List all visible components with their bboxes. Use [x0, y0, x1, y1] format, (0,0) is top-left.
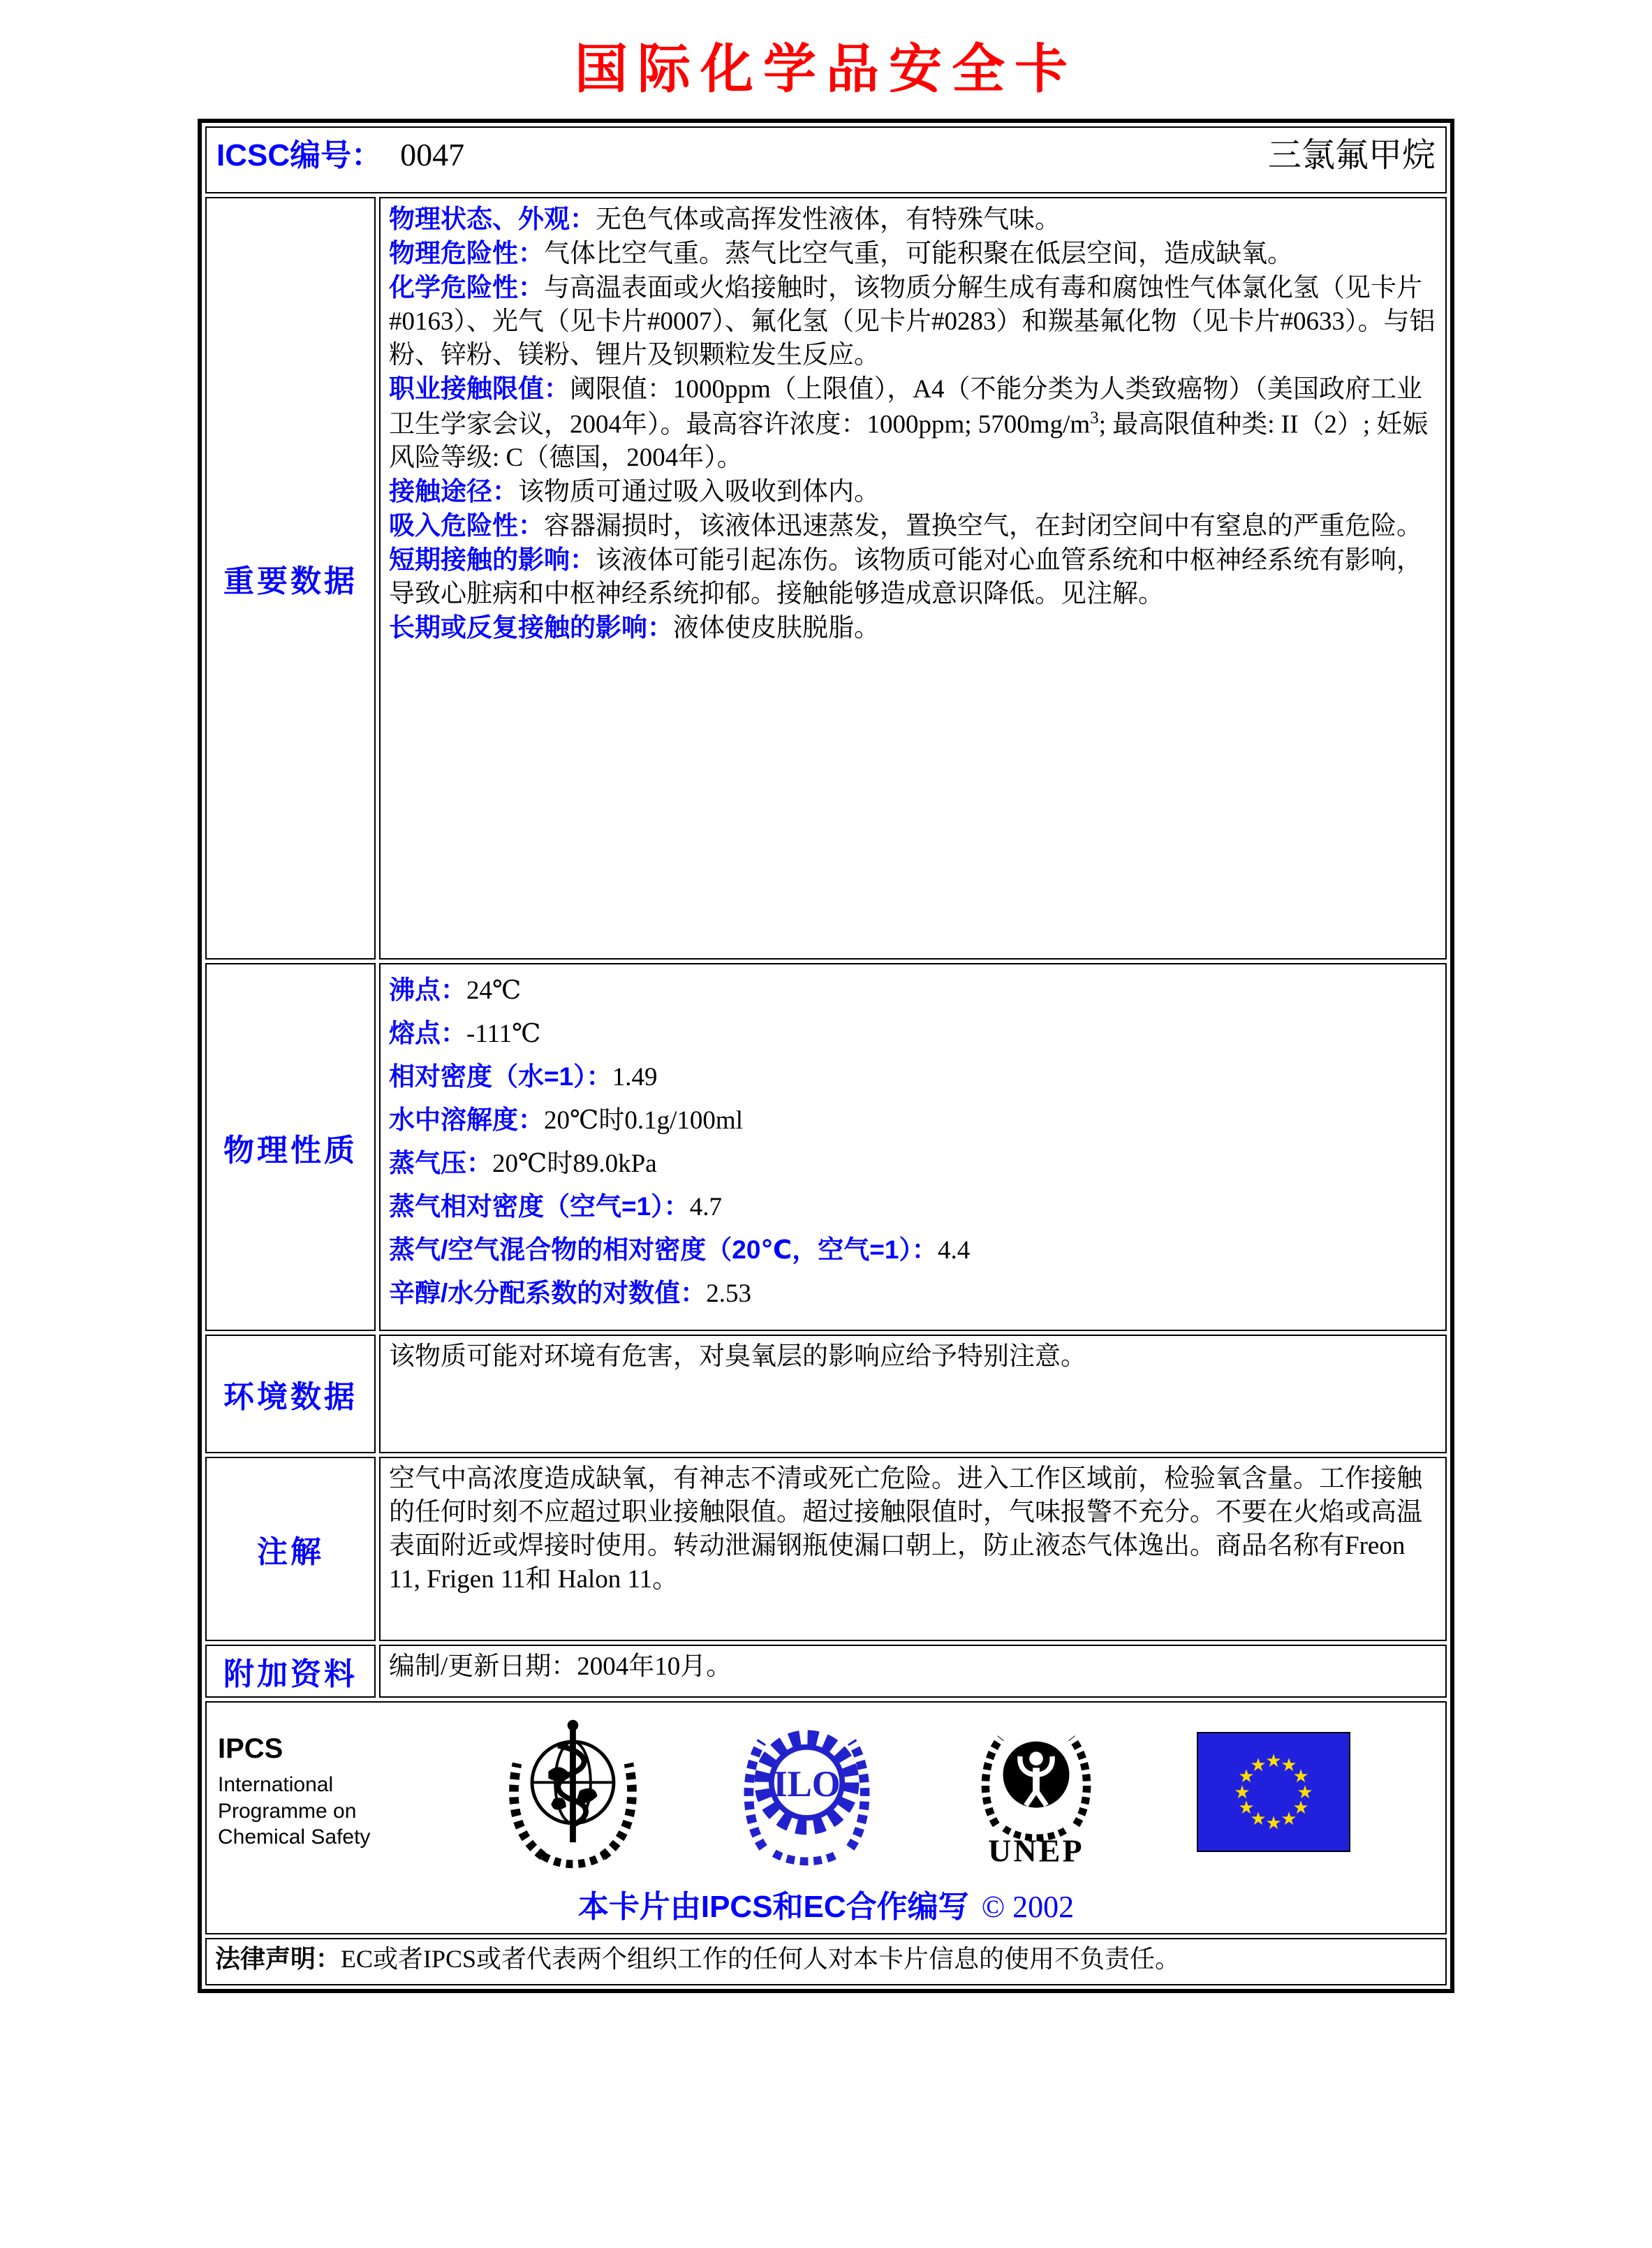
unep-logo-text: UNEP [987, 1832, 1084, 1868]
superscript: 3 [1090, 408, 1099, 427]
field-text: 20℃时0.1g/100ml [544, 1106, 743, 1136]
field-label: 化学危险性： [389, 273, 544, 302]
section-label-important-data: 重要数据 [205, 197, 376, 960]
section-label-additional-info: 附加资料 [205, 1645, 376, 1698]
property-line [389, 1228, 1437, 1272]
section-content-physical-properties [379, 963, 1447, 1331]
field-text: 容器漏损时，该液体迅速蒸发，置换空气，在封闭空间中有窒息的严重危险。 [544, 512, 1422, 541]
field-text: 编制/更新日期：2004年10月。 [389, 1652, 732, 1681]
card-header-row [205, 126, 1447, 193]
svg-text:★: ★ [1265, 1751, 1282, 1771]
svg-text:★: ★ [1234, 1782, 1251, 1802]
section-content-additional-info [379, 1645, 1447, 1698]
svg-text:★: ★ [1297, 1782, 1313, 1802]
field-label: 吸入危险性： [389, 511, 544, 541]
field-label: 物理危险性： [389, 239, 544, 268]
field-text: 24℃ [466, 976, 522, 1005]
ipcs-text-block [218, 1733, 406, 1851]
field-label: 沸点： [389, 976, 466, 1004]
section-label-environmental-data: 环境数据 [205, 1335, 376, 1453]
field-text: 与高温表面或火焰接触时，该物质分解生成有毒和腐蚀性气体氯化氢（见卡片#0163）、光气（见卡片#0007）、氟化氢（见卡片#0283）和羰基氟化物（见卡片#0633）。与铝粉、锌粉、镁粉、锂片及钡颗粒发生反应。 [389, 274, 1436, 370]
field-label: 辛醇/水分配系数的对数值： [389, 1279, 707, 1308]
svg-text:★: ★ [1238, 1766, 1255, 1786]
ipcs-subtitle-line: Chemical Safety [218, 1825, 371, 1849]
section-label-notes: 注解 [205, 1457, 376, 1641]
section-content-environmental-data [379, 1335, 1447, 1453]
field-label: 短期接触的影响： [389, 545, 596, 575]
ilo-logo-icon [739, 1712, 875, 1872]
field-label: 相对密度（水=1）： [389, 1062, 612, 1092]
section-content-important-data [379, 197, 1447, 960]
copyright-text: © 2002 [981, 1890, 1075, 1924]
icsc-number-label: ICSC编号： [216, 138, 383, 172]
field-label: 蒸气压： [389, 1149, 492, 1178]
property-line [389, 1099, 1437, 1142]
svg-text:★: ★ [1238, 1798, 1255, 1818]
important-data-item [389, 271, 1437, 372]
property-line [389, 969, 1437, 1012]
field-text: 该液体可能引起冻伤。该物质可能对心血管系统和中枢神经系统有影响，导致心脏病和中枢神经系统抑郁。接触能够造成意识降低。见注解。 [389, 546, 1422, 609]
property-line [389, 1012, 1437, 1055]
field-label: 接触途径： [389, 477, 518, 506]
ipcs-subtitle-line: Programme on [218, 1799, 357, 1823]
section-content-notes [379, 1457, 1447, 1641]
icsc-number-group [216, 130, 464, 175]
field-label: 蒸气/空气混合物的相对密度（20℃，空气=1）： [389, 1235, 938, 1265]
svg-text:★: ★ [1281, 1809, 1297, 1829]
field-text: 空气中高浓度造成缺氧，有神志不清或死亡危险。进入工作区域前，检验氧含量。工作接触的任何时刻不应超过职业接触限值。超过接触限值时，气味报警不充分。不要在火焰或高温表面附近或焊接时使用。转动泄漏钢瓶使漏口朝上，防止液态气体逸出。商品名称有Freon 11, Frigen 11和 Halon 11。 [389, 1464, 1422, 1594]
logo-row [218, 1708, 1434, 1876]
section-label-physical-properties: 物理性质 [205, 963, 376, 1331]
legal-row [205, 1938, 1447, 1985]
eu-flag-icon [1197, 1732, 1350, 1852]
chemical-name: 三氯氟甲烷 [1267, 137, 1436, 174]
property-line [389, 1272, 1437, 1315]
svg-text:★: ★ [1292, 1766, 1309, 1786]
svg-text:★: ★ [1265, 1813, 1282, 1833]
field-label: 熔点： [389, 1019, 466, 1048]
svg-text:★: ★ [1250, 1755, 1267, 1775]
field-label: 蒸气相对密度（空气=1）： [389, 1192, 690, 1221]
field-label: 长期或反复接触的影响： [389, 613, 673, 642]
svg-text:★: ★ [1281, 1755, 1297, 1775]
ilo-logo-text: ILO [773, 1763, 841, 1805]
unep-logo-icon [973, 1707, 1099, 1878]
who-logo-icon [505, 1712, 641, 1872]
field-text: ; 最高限值种类: II（2）; 妊娠风险等级: C（德国，2004年）。 [389, 409, 1429, 472]
property-line [389, 1055, 1437, 1099]
important-data-item [389, 475, 1437, 509]
important-data-item [389, 611, 1437, 645]
field-text: 液体使皮肤脱脂。 [673, 614, 880, 643]
page-title: 国际化学品安全卡 [575, 40, 1077, 99]
property-line [389, 1185, 1437, 1228]
svg-text:★: ★ [1292, 1798, 1309, 1818]
field-text: 该物质可通过吸入吸收到体内。 [518, 478, 880, 507]
important-data-item [389, 237, 1437, 271]
field-text: 2.53 [706, 1279, 752, 1309]
svg-text:★: ★ [1250, 1809, 1267, 1829]
important-data-item [389, 372, 1437, 475]
footer-row [205, 1701, 1447, 1934]
credit-line [218, 1881, 1434, 1926]
icsc-number-value: 0047 [400, 136, 465, 172]
field-text: 4.7 [689, 1193, 722, 1222]
icsc-card-table [198, 119, 1454, 1993]
important-data-item [389, 203, 1437, 237]
ipcs-title: IPCS [218, 1733, 283, 1765]
legal-label: 法律声明： [215, 1944, 341, 1973]
important-data-item [389, 543, 1437, 611]
important-data-item [389, 509, 1437, 543]
field-label: 职业接触限值： [389, 374, 570, 404]
property-line [389, 1142, 1437, 1185]
field-text: 阈限值：1000ppm（上限值），A4（不能分类为人类致癌物）（美国政府工业卫生学家会议，2004年）。最高容许浓度：1000ppm; 5700mg/m [389, 375, 1422, 439]
field-text: 20℃时89.0kPa [492, 1149, 657, 1179]
field-text: 1.49 [612, 1063, 658, 1092]
field-text: -111℃ [466, 1020, 541, 1049]
ipcs-subtitle-line: International [218, 1773, 334, 1797]
credit-text: 本卡片由IPCS和EC合作编写 [577, 1890, 969, 1924]
field-text: 该物质可能对环境有危害，对臭氧层的影响应给予特别注意。 [389, 1342, 1086, 1371]
field-label: 水中溶解度： [389, 1105, 544, 1135]
field-label: 物理状态、外观： [389, 205, 596, 233]
field-text: 无色气体或高挥发性液体，有特殊气味。 [596, 205, 1061, 234]
legal-text: EC或者IPCS或者代表两个组织工作的任何人对本卡片信息的使用不负责任。 [341, 1945, 1181, 1973]
field-text: 气体比空气重。蒸气比空气重，可能积聚在低层空间，造成缺氧。 [544, 240, 1293, 269]
field-text: 4.4 [937, 1236, 971, 1265]
